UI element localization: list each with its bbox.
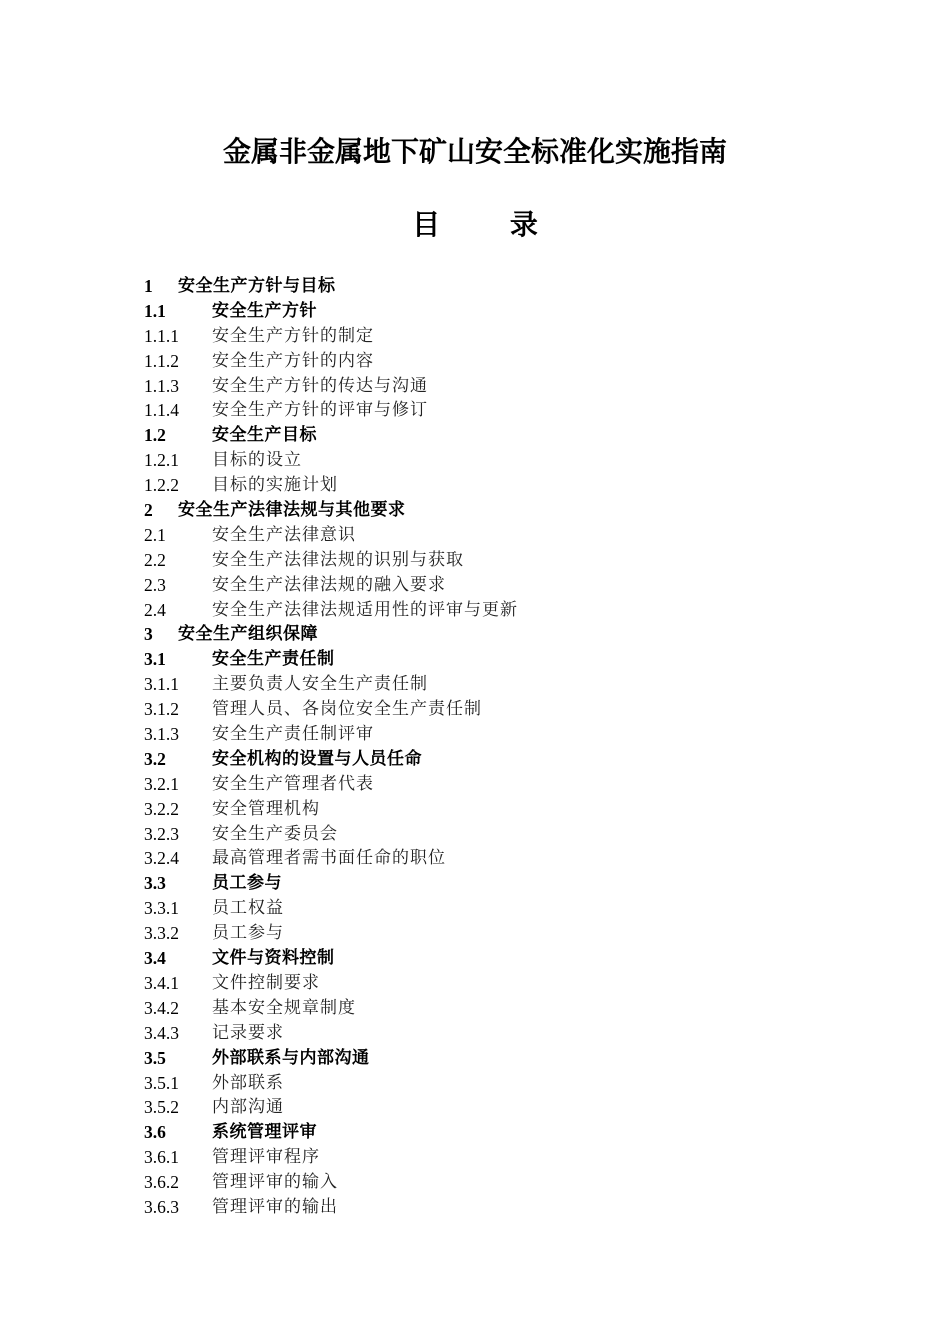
toc-entry-title: 安全生产方针的制定	[212, 325, 374, 346]
toc-entry-number: 3.1.2	[144, 699, 179, 720]
toc-entry-title: 主要负责人安全生产责任制	[212, 674, 428, 695]
toc-entry-number: 3.1.3	[144, 724, 179, 745]
toc-entry-title: 员工参与	[212, 873, 282, 894]
toc-entry[interactable]	[144, 772, 844, 797]
toc-entry[interactable]	[144, 896, 844, 921]
toc-entry-title: 目标的设立	[212, 450, 302, 471]
toc-entry-title: 安全生产方针与目标	[178, 276, 336, 296]
toc-entry-title: 最高管理者需书面任命的职位	[212, 848, 446, 869]
toc-entry[interactable]	[144, 797, 844, 822]
toc-entry-number: 2.3	[144, 574, 166, 595]
toc-entry-title: 安全生产法律法规与其他要求	[178, 500, 406, 521]
toc-entry-number: 3.2.3	[144, 823, 179, 844]
toc-entry-title: 安全生产法律法规适用性的评审与更新	[212, 599, 518, 620]
toc-entry[interactable]	[144, 1195, 844, 1220]
toc-entry[interactable]	[144, 1170, 844, 1195]
toc-entry-number: 1	[144, 276, 153, 296]
toc-entry-title: 外部联系	[212, 1072, 284, 1093]
toc-entry-title: 记录要求	[212, 1022, 284, 1043]
toc-entry[interactable]	[144, 971, 844, 996]
toc-entry-title: 基本安全规章制度	[212, 997, 356, 1018]
toc-entry[interactable]	[144, 747, 844, 772]
toc-entry-title: 安全生产方针的传达与沟通	[212, 375, 428, 396]
toc-entry[interactable]	[144, 1021, 844, 1046]
toc-entry-number: 1.2.1	[144, 450, 179, 471]
toc-entry-number: 1.1.4	[144, 400, 179, 421]
toc-entry-title: 安全管理机构	[212, 798, 320, 819]
toc-entry-number: 2.4	[144, 599, 166, 620]
toc-entry[interactable]	[144, 1071, 844, 1096]
toc-entry-number: 3.2.1	[144, 773, 179, 794]
toc-entry-title: 安全生产方针的内容	[212, 350, 374, 371]
toc-entry[interactable]	[144, 1145, 844, 1170]
toc-entry-number: 2.2	[144, 549, 166, 570]
toc-entry[interactable]	[144, 996, 844, 1021]
toc-entry[interactable]	[144, 573, 844, 598]
toc-entry-title: 管理人员、各岗位安全生产责任制	[212, 699, 482, 720]
toc-entry[interactable]	[144, 647, 844, 672]
toc-entry[interactable]	[144, 921, 844, 946]
toc-entry-number: 3.5.2	[144, 1097, 179, 1118]
toc-entry-number: 3.1.1	[144, 674, 179, 695]
toc-entry-number: 1.2	[144, 425, 166, 446]
toc-entry-title: 安全生产责任制评审	[212, 724, 374, 745]
toc-entry[interactable]	[144, 1095, 844, 1120]
toc-entry[interactable]	[144, 722, 844, 747]
toc-entry-number: 3.2	[144, 748, 166, 769]
toc-entry-number: 3.2.2	[144, 798, 179, 819]
toc-entry[interactable]	[144, 1046, 844, 1071]
toc-entry-title: 管理评审的输出	[212, 1196, 338, 1217]
toc-entry-number: 1.2.2	[144, 475, 179, 496]
toc-entry-title: 文件与资料控制	[212, 948, 335, 969]
toc-entry-title: 员工参与	[212, 923, 284, 944]
table-of-contents	[144, 274, 844, 1220]
toc-entry-title: 内部沟通	[212, 1097, 284, 1118]
toc-entry-title: 文件控制要求	[212, 972, 320, 993]
toc-entry[interactable]	[144, 622, 844, 647]
toc-entry-title: 安全生产委员会	[212, 823, 338, 844]
toc-entry[interactable]	[144, 523, 844, 548]
toc-entry[interactable]	[144, 846, 844, 871]
toc-entry-number: 3.4.1	[144, 972, 179, 993]
toc-entry[interactable]	[144, 946, 844, 971]
toc-entry-number: 3.1	[144, 649, 166, 670]
toc-entry-number: 3	[144, 624, 153, 645]
document-title: 金属非金属地下矿山安全标准化实施指南	[222, 135, 727, 168]
toc-entry-title: 员工权益	[212, 898, 284, 919]
toc-entry-number: 3.4.2	[144, 997, 179, 1018]
toc-entry-number: 3.4	[144, 948, 166, 969]
toc-entry[interactable]	[144, 871, 844, 896]
toc-entry-title: 目标的实施计划	[212, 475, 338, 496]
toc-entry-number: 3.3.2	[144, 923, 179, 944]
toc-entry-number: 1.1.2	[144, 350, 179, 371]
toc-entry[interactable]	[144, 473, 844, 498]
toc-entry[interactable]	[144, 1120, 844, 1145]
toc-entry-title: 管理评审的输入	[212, 1172, 338, 1193]
toc-entry-number: 1.1.1	[144, 325, 179, 346]
toc-entry-number: 3.5	[144, 1047, 166, 1068]
toc-entry-title: 安全生产组织保障	[178, 624, 318, 645]
toc-entry[interactable]	[144, 672, 844, 697]
toc-entry-number: 3.2.4	[144, 848, 179, 869]
toc-entry-title: 安全生产法律意识	[212, 524, 356, 545]
toc-entry-number: 3.6	[144, 1122, 166, 1143]
toc-entry-number: 3.6.3	[144, 1196, 179, 1217]
toc-entry-title: 外部联系与内部沟通	[212, 1047, 370, 1068]
toc-entry[interactable]	[144, 324, 844, 349]
toc-entry-number: 3.3.1	[144, 898, 179, 919]
toc-entry[interactable]	[144, 299, 844, 324]
toc-entry[interactable]	[144, 822, 844, 847]
toc-entry-number: 3.4.3	[144, 1022, 179, 1043]
toc-entry-title: 安全生产责任制	[212, 649, 335, 670]
toc-entry-number: 2	[144, 500, 153, 521]
toc-entry[interactable]	[144, 697, 844, 722]
toc-entry[interactable]	[144, 548, 844, 573]
toc-entry[interactable]	[144, 448, 844, 473]
toc-entry[interactable]	[144, 598, 844, 623]
toc-entry-title: 安全机构的设置与人员任命	[212, 748, 422, 769]
toc-heading: 目 录	[412, 208, 568, 241]
toc-entry[interactable]	[144, 374, 844, 399]
toc-entry-number: 3.3	[144, 873, 166, 894]
toc-entry-title: 管理评审程序	[212, 1147, 320, 1168]
toc-entry-number: 3.6.1	[144, 1147, 179, 1168]
toc-entry-number: 2.1	[144, 524, 166, 545]
toc-entry-title: 系统管理评审	[212, 1122, 317, 1143]
toc-entry-number: 1.1	[144, 300, 166, 321]
toc-entry-title: 安全生产目标	[212, 425, 317, 446]
toc-entry[interactable]	[144, 398, 844, 423]
toc-entry[interactable]	[144, 274, 844, 299]
toc-entry[interactable]	[144, 423, 844, 448]
toc-entry-title: 安全生产方针	[212, 300, 317, 321]
toc-entry[interactable]	[144, 349, 844, 374]
toc-entry-title: 安全生产法律法规的融入要求	[212, 574, 446, 595]
toc-entry-number: 1.1.3	[144, 375, 179, 396]
toc-entry-number: 3.5.1	[144, 1072, 179, 1093]
toc-entry-title: 安全生产方针的评审与修订	[212, 400, 428, 421]
toc-entry[interactable]	[144, 498, 844, 523]
toc-entry-title: 安全生产法律法规的识别与获取	[212, 549, 464, 570]
toc-entry-title: 安全生产管理者代表	[212, 773, 374, 794]
toc-entry-number: 3.6.2	[144, 1172, 179, 1193]
